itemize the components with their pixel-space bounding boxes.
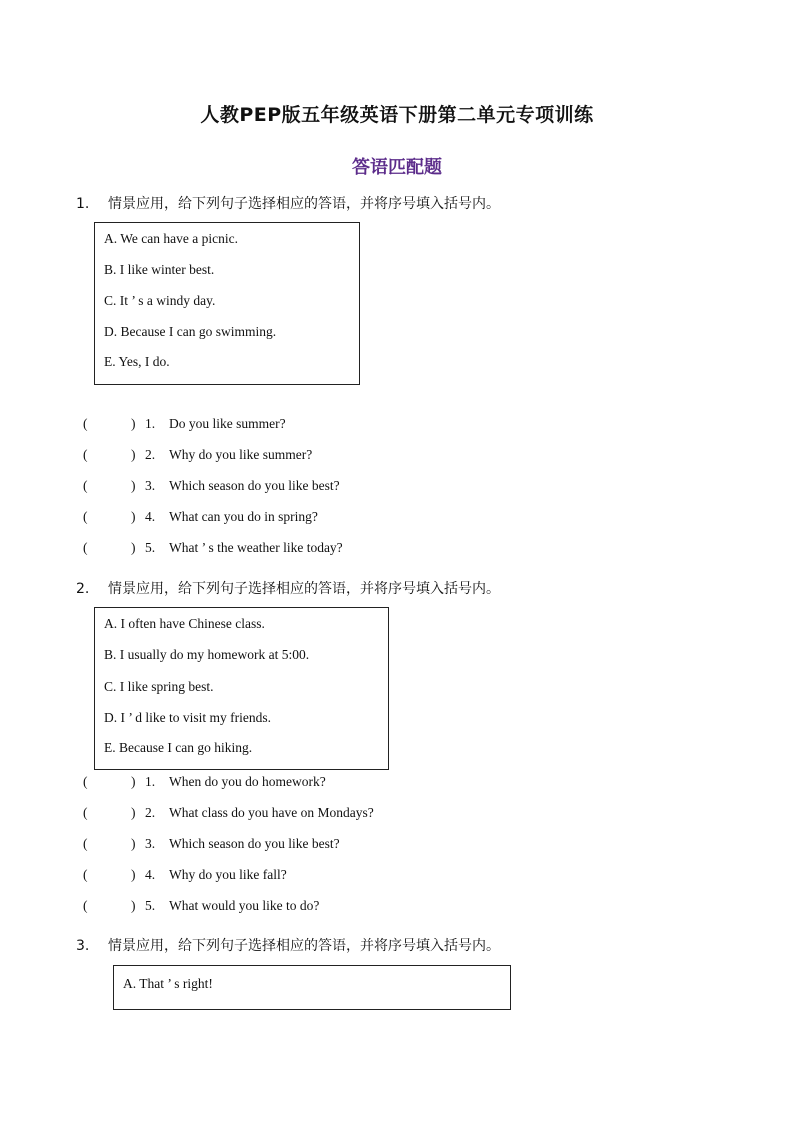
answer-blank-open[interactable]: ( <box>83 478 88 493</box>
question-row <box>83 540 343 556</box>
question-number: 2. <box>145 805 156 820</box>
question-row <box>83 867 287 883</box>
option-e: E. Because I can go hiking. <box>104 740 253 755</box>
answer-blank-open[interactable]: ( <box>83 836 88 851</box>
answer-blank-open[interactable]: ( <box>83 805 88 820</box>
question-number: 5. <box>145 540 156 555</box>
option-b: B. I usually do my homework at 5:00. <box>104 647 310 662</box>
answer-blank-close: ) <box>131 416 136 431</box>
question-row <box>83 478 340 494</box>
answer-blank-close: ) <box>131 836 136 851</box>
section-3-instruction-text: 情景应用，给下列句子选择相应的答语，并将序号填入括号内。 <box>108 938 500 954</box>
question-number: 1. <box>145 774 156 789</box>
question-text: What ’ s the weather like today? <box>169 540 343 555</box>
question-row <box>83 774 326 790</box>
answer-blank-close: ) <box>131 774 136 789</box>
question-text: What would you like to do? <box>169 898 320 913</box>
option-a: A. That ’ s right! <box>123 976 213 991</box>
question-text: Which season do you like best? <box>169 478 340 493</box>
answer-blank-open[interactable]: ( <box>83 509 88 524</box>
option-d: D. Because I can go swimming. <box>104 324 277 339</box>
question-number: 5. <box>145 898 156 913</box>
question-number: 1. <box>145 416 156 431</box>
question-row <box>83 898 319 914</box>
section-2-instruction <box>76 578 500 598</box>
option-c: C. It ’ s a windy day. <box>104 293 216 308</box>
question-row <box>83 509 318 525</box>
section-3-number: 3. <box>76 938 90 954</box>
question-text: What can you do in spring? <box>169 509 318 524</box>
answer-blank-close: ) <box>131 447 136 462</box>
answer-blank-close: ) <box>131 478 136 493</box>
question-row <box>83 416 286 432</box>
answer-blank-open[interactable]: ( <box>83 416 88 431</box>
question-row <box>83 836 340 852</box>
answer-blank-close: ) <box>131 898 136 913</box>
option-a: A. We can have a picnic. <box>104 231 238 246</box>
section-1-instruction <box>76 193 500 213</box>
question-text: What class do you have on Mondays? <box>169 805 374 820</box>
question-number: 3. <box>145 836 156 851</box>
question-number: 2. <box>145 447 156 462</box>
page-title: 人教PEP版五年级英语下册第二单元专项训练 <box>200 104 594 126</box>
question-text: When do you do homework? <box>169 774 326 789</box>
option-e: E. Yes, I do. <box>104 354 170 369</box>
option-a: A. I often have Chinese class. <box>104 616 265 631</box>
question-number: 3. <box>145 478 156 493</box>
question-text: Which season do you like best? <box>169 836 340 851</box>
page-subtitle: 答语匹配题 <box>352 157 442 178</box>
answer-blank-open[interactable]: ( <box>83 898 88 913</box>
option-d: D. I ’ d like to visit my friends. <box>104 710 271 725</box>
question-text: Do you like summer? <box>169 416 286 431</box>
answer-blank-close: ) <box>131 540 136 555</box>
section-1-number: 1. <box>76 196 90 212</box>
option-b: B. I like winter best. <box>104 262 215 277</box>
section-2-options-box <box>94 607 389 770</box>
question-number: 4. <box>145 509 156 524</box>
option-c: C. I like spring best. <box>104 679 214 694</box>
question-row <box>83 805 374 821</box>
answer-blank-open[interactable]: ( <box>83 540 88 555</box>
answer-blank-open[interactable]: ( <box>83 867 88 882</box>
section-1-options-box <box>94 222 360 385</box>
answer-blank-close: ) <box>131 509 136 524</box>
answer-blank-close: ) <box>131 805 136 820</box>
answer-blank-open[interactable]: ( <box>83 447 88 462</box>
section-1-instruction-text: 情景应用，给下列句子选择相应的答语，并将序号填入括号内。 <box>108 196 500 212</box>
answer-blank-close: ) <box>131 867 136 882</box>
question-text: Why do you like fall? <box>169 867 287 882</box>
question-row <box>83 447 312 463</box>
question-number: 4. <box>145 867 156 882</box>
section-2-number: 2. <box>76 581 90 597</box>
section-3-options-box <box>113 965 511 1010</box>
section-3-instruction <box>76 935 500 955</box>
answer-blank-open[interactable]: ( <box>83 774 88 789</box>
question-text: Why do you like summer? <box>169 447 313 462</box>
section-2-instruction-text: 情景应用，给下列句子选择相应的答语，并将序号填入括号内。 <box>108 581 500 597</box>
